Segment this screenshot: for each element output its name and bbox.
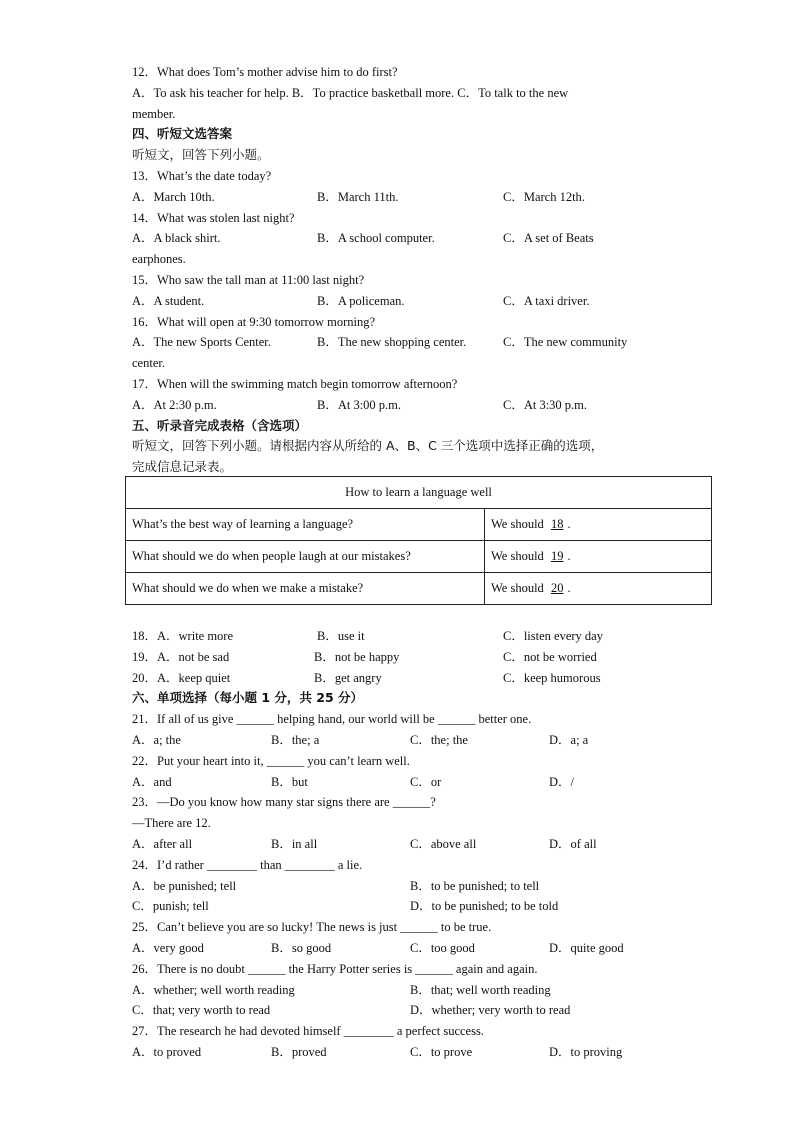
table-header-row: [126, 477, 712, 509]
question-24: 24．I’d rather ________ than ________ a lie.: [132, 857, 363, 872]
option-c: C．above all: [410, 836, 477, 851]
question-15: 15．Who saw the tall man at 11:00 last night?: [132, 272, 365, 287]
question-22: 22．Put your heart into it, ______ you can’t learn well.: [132, 753, 410, 768]
option-c: C．that; very worth to read: [132, 1003, 271, 1018]
option-b: B．use it: [317, 629, 365, 643]
option-c: C．not be worried: [503, 649, 597, 664]
option-a: A．to proved: [132, 1044, 202, 1059]
option-a: A．whether; well worth reading: [132, 982, 295, 997]
table-answer-cell: [485, 541, 712, 573]
question-23: 23．—Do you know how many star signs there are ______?: [132, 795, 436, 810]
table-row: [126, 509, 712, 541]
option-c: C．too good: [410, 940, 475, 955]
question-14-options-wrap: earphones.: [132, 252, 186, 267]
question-17-options: [132, 395, 722, 416]
question-27: 27．The research he had devoted himself ________ a perfect success.: [132, 1024, 484, 1039]
answer-prefix: We should: [491, 581, 544, 595]
option-b: B．so good: [271, 940, 332, 955]
option-c: C．to prove: [410, 1044, 473, 1059]
exam-page-top: [132, 62, 722, 478]
question-16-options-wrap: center.: [132, 356, 165, 371]
option-a: 18．A．write more: [132, 629, 234, 643]
option-b: B．A school computer.: [317, 231, 435, 246]
option-a: A．At 2:30 p.m.: [132, 397, 217, 412]
option-b: B．March 11th.: [317, 189, 399, 204]
option-b: B．but: [271, 774, 308, 789]
question-17: 17．When will the swimming match begin tomorrow afternoon?: [132, 376, 458, 391]
section-4-instruction: 听短文，回答下列小题。: [132, 147, 270, 163]
question-13-options: [132, 187, 722, 208]
option-a: A．and: [132, 774, 172, 789]
option-c: C．the; the: [410, 732, 468, 747]
question-24-options-row-1: [132, 876, 722, 897]
answer-blank-20: 20: [550, 581, 564, 595]
question-12: 12．What does Tom’s mother advise him to do first?: [132, 65, 398, 79]
option-c: C．March 12th.: [503, 189, 585, 204]
question-24-options-row-2: [132, 896, 722, 917]
option-a: 19．A．not be sad: [132, 649, 230, 664]
option-a: A．A black shirt.: [132, 231, 221, 246]
answer-prefix: We should: [491, 517, 544, 531]
answer-end: .: [567, 517, 571, 531]
option-a: A．a; the: [132, 732, 181, 747]
answer-prefix: We should: [491, 549, 544, 563]
answer-end: .: [567, 549, 571, 563]
question-23-options: [132, 834, 722, 855]
option-b: B．At 3:00 p.m.: [317, 397, 402, 412]
option-a: A．A student.: [132, 293, 205, 308]
question-22-options: [132, 772, 722, 793]
option-d: D．whether; very worth to read: [410, 1003, 571, 1018]
question-21-options: [132, 730, 722, 751]
option-c: C．A taxi driver.: [503, 293, 590, 308]
question-18-options: [132, 626, 722, 647]
question-16: 16．What will open at 9:30 tomorrow morning?: [132, 314, 376, 329]
option-b: B．not be happy: [314, 649, 400, 664]
table-question-cell: What should we do when we make a mistake?: [126, 573, 485, 605]
question-16-options: [132, 332, 722, 353]
section-6-title: 六、单项选择（每小题 1 分，共 25 分）: [132, 690, 364, 706]
question-26-options-row-1: [132, 980, 722, 1001]
option-b: B．to be punished; to tell: [410, 878, 540, 893]
table-row: [126, 541, 712, 573]
answer-blank-18: 18: [550, 517, 564, 531]
option-b: B．proved: [271, 1044, 327, 1059]
option-d: D．a; a: [549, 732, 589, 747]
option-c: C．listen every day: [503, 629, 603, 643]
option-d: D．of all: [549, 836, 597, 851]
option-c: C．punish; tell: [132, 899, 209, 914]
info-record-table: [125, 476, 712, 605]
question-27-options: [132, 1042, 722, 1063]
option-d: D．to proving: [549, 1044, 623, 1059]
table-question-cell: What’s the best way of learning a language?: [126, 509, 485, 541]
option-c: C．The new community: [503, 335, 628, 350]
option-c: C．or: [410, 774, 442, 789]
option-b: B．The new shopping center.: [317, 335, 467, 350]
option-d: D．to be punished; to be told: [410, 899, 559, 914]
table-title: How to learn a language well: [126, 477, 712, 509]
table-row: [126, 573, 712, 605]
option-b: B．that; well worth reading: [410, 982, 551, 997]
section-5-instruction-2: 完成信息记录表。: [132, 459, 233, 475]
answer-end: .: [567, 581, 571, 595]
option-b: B．the; a: [271, 732, 320, 747]
section-5-instruction-1: 听短文，回答下列小题。请根据内容从所给的 A、B、C 三个选项中选择正确的选项，: [132, 438, 604, 454]
option-c: C．keep humorous: [503, 670, 601, 685]
option-c: C．At 3:30 p.m.: [503, 397, 588, 412]
option-a: A．after all: [132, 836, 193, 851]
question-23-reply: —There are 12.: [132, 816, 211, 831]
option-a: A．The new Sports Center.: [132, 335, 271, 350]
option-a: 20．A．keep quiet: [132, 670, 231, 685]
question-21: 21．If all of us give ______ helping hand, our world will be ______ better one.: [132, 712, 532, 727]
question-25: 25．Can’t believe you are so lucky! The news is just ______ to be true.: [132, 920, 492, 935]
question-26: 26．There is no doubt ______ the Harry Potter series is ______ again and again.: [132, 961, 538, 976]
question-15-options: [132, 291, 722, 312]
option-b: B．A policeman.: [317, 293, 405, 308]
option-d: D．quite good: [549, 940, 624, 955]
question-12-options-wrap: member.: [132, 106, 176, 121]
table-answer-cell: [485, 509, 712, 541]
section-5-title: 五、听录音完成表格（含选项）: [132, 417, 308, 433]
table-question-cell: What should we do when people laugh at our mistakes?: [126, 541, 485, 573]
question-26-options-row-2: [132, 1000, 722, 1021]
option-b: B．get angry: [314, 670, 382, 685]
option-a: A．be punished; tell: [132, 878, 237, 893]
exam-page-bottom: [132, 626, 722, 1063]
option-a: A．March 10th.: [132, 189, 215, 204]
option-a: A．very good: [132, 940, 204, 955]
question-14-options: [132, 228, 722, 249]
answer-blank-19: 19: [550, 549, 564, 563]
option-d: D．/: [549, 774, 575, 789]
option-c: C．A set of Beats: [503, 231, 594, 246]
question-12-options: A．To ask his teacher for help. B．To practice basketball more. C．To talk to the new: [132, 85, 569, 100]
section-4-title: 四、听短文选答案: [132, 126, 233, 142]
question-25-options: [132, 938, 722, 959]
question-19-options: [132, 647, 722, 668]
question-20-options: [132, 668, 722, 689]
question-13: 13．What’s the date today?: [132, 168, 272, 183]
question-14: 14．What was stolen last night?: [132, 210, 295, 225]
table-answer-cell: [485, 573, 712, 605]
option-b: B．in all: [271, 836, 318, 851]
